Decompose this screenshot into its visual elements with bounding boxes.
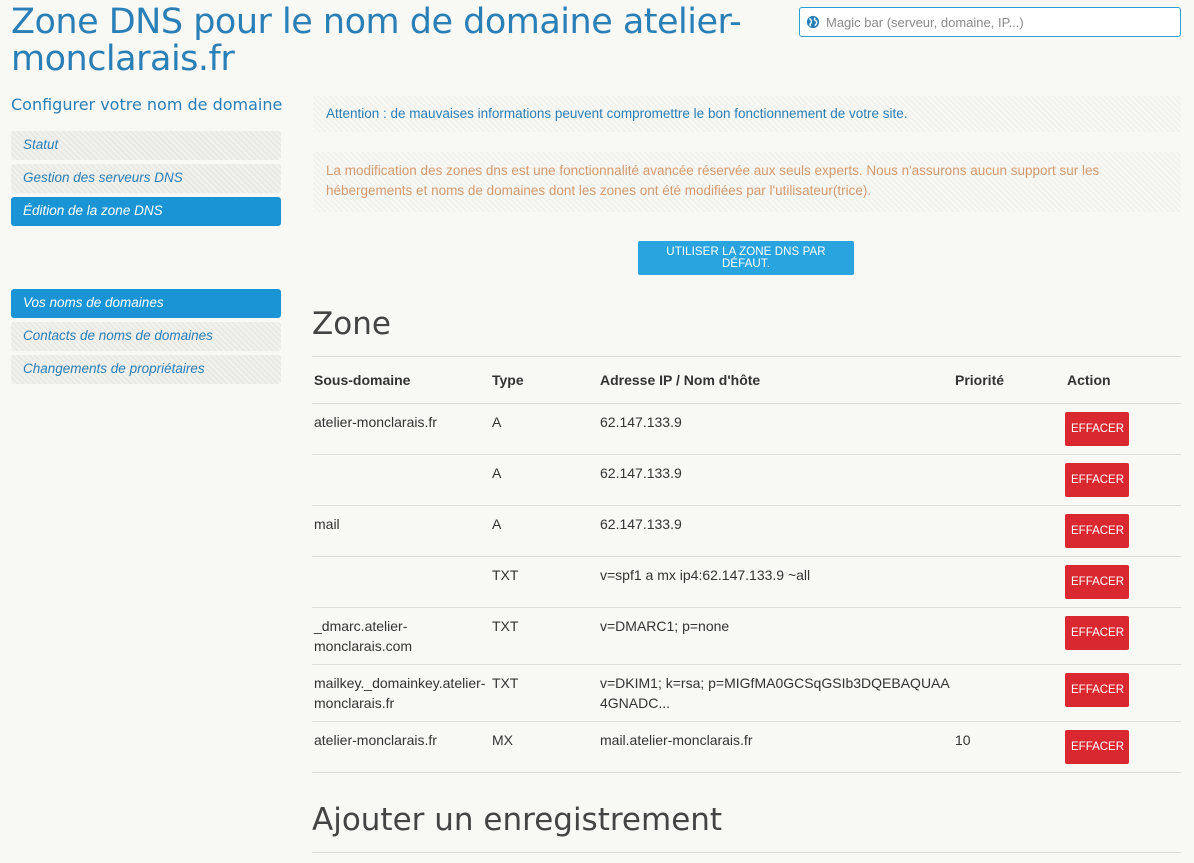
table-row [312, 455, 1181, 506]
table-header-row [312, 357, 1181, 404]
cell-subdomain: mailkey._domainkey.atelier-monclarais.fr [312, 665, 490, 722]
warning-notice: La modification des zones dns est une fonctionnalité avancée réservée aux seuls experts. Nous n'assurons aucun support sur les hébergements et noms de domaines dont les zones ont été modifiées par l'utilisateur(trice). [313, 152, 1181, 212]
col-subdomain: Sous-domaine [312, 357, 490, 404]
delete-button[interactable]: EFFACER [1065, 616, 1129, 650]
sidebar-nav-domain [11, 131, 281, 230]
cell-value: 62.147.133.9 [598, 506, 953, 557]
delete-button[interactable]: EFFACER [1065, 673, 1129, 707]
cell-type: TXT [490, 608, 598, 665]
cell-type: A [490, 455, 598, 506]
cell-value: v=DKIM1; k=rsa; p=MIGfMA0GCSqGSIb3DQEBAQUAA4GNADC... [598, 665, 953, 722]
cell-priority [953, 506, 1065, 557]
cell-priority [953, 557, 1065, 608]
cell-priority [953, 455, 1065, 506]
cell-subdomain [312, 557, 490, 608]
table-row [312, 404, 1181, 455]
delete-button[interactable]: EFFACER [1065, 412, 1129, 446]
col-address: Adresse IP / Nom d'hôte [598, 357, 953, 404]
cell-subdomain [312, 455, 490, 506]
table-row [312, 722, 1181, 773]
cell-value: v=spf1 a mx ip4:62.147.133.9 ~all [598, 557, 953, 608]
cell-type: TXT [490, 665, 598, 722]
delete-button[interactable]: EFFACER [1065, 463, 1129, 497]
cell-type: A [490, 404, 598, 455]
sidebar-subtitle: Configurer votre nom de domaine [11, 95, 283, 114]
cell-subdomain: mail [312, 506, 490, 557]
cell-priority [953, 404, 1065, 455]
cell-value: v=DMARC1; p=none [598, 608, 953, 665]
sidebar-item-statut[interactable]: Statut [11, 131, 281, 160]
col-action: Action [1065, 357, 1181, 404]
sidebar-nav-domains [11, 289, 281, 388]
sidebar-item-dns-zone[interactable]: Édition de la zone DNS [11, 197, 281, 226]
table-row [312, 506, 1181, 557]
cell-priority [953, 665, 1065, 722]
delete-button[interactable]: EFFACER [1065, 565, 1129, 599]
cell-value: 62.147.133.9 [598, 455, 953, 506]
dns-zone-table [312, 356, 1181, 773]
cell-subdomain: atelier-monclarais.fr [312, 404, 490, 455]
magic-bar-input[interactable] [824, 14, 1168, 31]
cell-type: A [490, 506, 598, 557]
cell-value: 62.147.133.9 [598, 404, 953, 455]
add-record-heading: Ajouter un enregistrement [312, 802, 723, 838]
cell-type: TXT [490, 557, 598, 608]
col-priority: Priorité [953, 357, 1065, 404]
sidebar-item-my-domains[interactable]: Vos noms de domaines [11, 289, 281, 318]
page-title: Zone DNS pour le nom de domaine atelier-monclarais.fr [11, 2, 742, 79]
cell-priority: 10 [953, 722, 1065, 773]
cell-type: MX [490, 722, 598, 773]
sidebar-item-dns-servers[interactable]: Gestion des serveurs DNS [11, 164, 281, 193]
attention-notice: Attention : de mauvaises informations peuvent compromettre le bon fonctionnement de votre site. [313, 96, 1181, 132]
cell-subdomain: _dmarc.atelier-monclarais.com [312, 608, 490, 665]
zone-heading: Zone [312, 306, 391, 342]
col-type: Type [490, 357, 598, 404]
globe-icon [806, 15, 820, 29]
sidebar-item-owner-changes[interactable]: Changements de propriétaires [11, 355, 281, 384]
cell-priority [953, 608, 1065, 665]
table-row [312, 665, 1181, 722]
divider [312, 852, 1181, 853]
delete-button[interactable]: EFFACER [1065, 730, 1129, 764]
table-row [312, 557, 1181, 608]
cell-value: mail.atelier-monclarais.fr [598, 722, 953, 773]
table-row [312, 608, 1181, 665]
delete-button[interactable]: EFFACER [1065, 514, 1129, 548]
magic-bar[interactable] [799, 7, 1181, 37]
cell-subdomain: atelier-monclarais.fr [312, 722, 490, 773]
sidebar-item-contacts[interactable]: Contacts de noms de domaines [11, 322, 281, 351]
default-zone-button[interactable]: UTILISER LA ZONE DNS PAR DÉFAUT. [638, 241, 854, 275]
